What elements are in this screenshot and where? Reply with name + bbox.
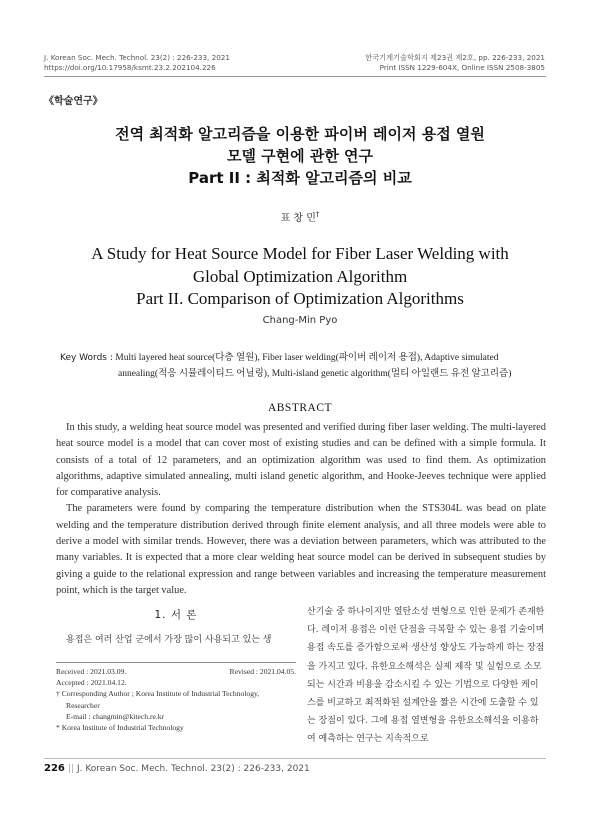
author-ko-name: 표 창 민	[280, 213, 316, 224]
author-korean	[0, 209, 600, 224]
intro-text-left: 용접은 여러 산업 군에서 가장 많이 사용되고 있는 생	[66, 635, 272, 645]
running-header-left	[44, 53, 230, 73]
author-role: Researcher	[66, 700, 100, 710]
title-en-line2: Global Optimization Algorithm	[192, 266, 408, 286]
keywords-block	[60, 350, 546, 382]
abstract-heading: ABSTRACT	[267, 402, 333, 414]
footer-separator: ||	[67, 764, 74, 774]
abstract-paragraph-2: The parameters were found by comparing the temperature distribution when the STS304L was bead on plate welding and the temperature distribution derived through finite element analysis, and all three models were able to derive a model with similar trends. However, there was a deviation between parameters, which was attributed to the many variables. It is expected that a more clear welding heat source model can be derived in subsequent studies by giving a guide to the relational expression and range between variables and increasing the temperature measurement point, which is the target value.	[56, 503, 546, 596]
abstract-paragraph-1: In this study, a welding heat source model was presented and verified during fiber laser welding. The multi-layered heat source model is a model that can cover most of existing studies and can be defined with a simple formula. It consists of a total of 12 parameters, and an optimization algorithm was used to find them. As optimization algorithms, adaptive simulated annealing, multi island genetic algorithm, and Hooke-Jeeves technique were applied for comparative analysis.	[56, 422, 546, 499]
article-notes	[56, 666, 296, 733]
author-affiliation: * Korea Institute of Industrial Technology	[56, 723, 184, 733]
title-en-line1: A Study for Heat Source Model for Fiber Laser Welding with	[91, 244, 509, 263]
doi-link[interactable]: https://doi.org/10.17958/ksmt.23.2.202104.226	[44, 63, 216, 72]
keywords-line2: annealing(적응 시뮬레이티드 어닐링), Multi-island genetic algorithm(멀티 아일랜드 유전 알고리즘)	[118, 369, 512, 379]
title-english	[0, 243, 600, 311]
header-divider	[44, 76, 546, 77]
corresponding-author: † Corresponding Author ; Korea Institute of Industrial Technology,	[56, 689, 260, 699]
title-en-line3: Part II. Comparison of Optimization Algorithms	[136, 289, 464, 308]
journal-citation-ko: 한국기계기술학회지 제23권 제2호, pp. 226-233, 2021	[365, 53, 545, 62]
abstract-body	[56, 420, 546, 599]
keywords-line1: Multi layered heat source(다층 열원), Fiber laser welding(파이버 레이저 용접), Adaptive simulated	[115, 353, 499, 363]
article-category: 《학술연구》	[44, 96, 103, 107]
intro-text-right: 산기술 중 하나이지만 열탄소성 변형으로 인한 문제가 존재한다. 레이저 용접은 이런 단점을 극복할 수 있는 용접 기술이며 용접 속도를 증가함으로써 생산성 향상도 가능하게 하는 장점을 가지고 있다. 유한요소해석은 실제 제작 및 실험으로 소모되는 시간과 비용을 감소시킬 수 있는 기법으로 다양한 케이스를 비교하고 최적화된 설계안을 짧은 시간에 도출할 수 있는 장점이 있다. 그에 용접 열변형을 유한요소해석을 이용하여 예측하는 연구는 지속적으로	[307, 607, 545, 745]
title-korean	[0, 123, 600, 189]
footer-journal: J. Korean Soc. Mech. Technol. 23(2) : 226-233, 2021	[76, 764, 310, 774]
received-date: Received : 2021.03.09.	[56, 667, 127, 676]
keywords-label: Key Words :	[60, 353, 113, 363]
title-ko-line1: 전역 최적화 알고리즘을 이용한 파이버 레이저 용접 열원	[115, 125, 485, 143]
footnote-divider	[56, 662, 296, 663]
title-ko-line2: 모델 구현에 관한 연구	[226, 147, 374, 165]
journal-citation: J. Korean Soc. Mech. Technol. 23(2) : 226-233, 2021	[44, 53, 230, 62]
issn-info: Print ISSN 1229-604X, Online ISSN 2508-3805	[379, 63, 545, 72]
corresponding-mark: †	[315, 210, 320, 219]
author-email[interactable]: E-mail : changmin@kitech.re.kr	[66, 711, 165, 721]
author-english: Chang-Min Pyo	[262, 315, 338, 326]
accepted-date: Accepted : 2021.04.12.	[56, 678, 127, 688]
running-header-right	[365, 53, 545, 73]
page-number: 226	[44, 763, 65, 774]
section-heading-introduction: 1. 서 론	[154, 609, 198, 621]
revised-date: Revised : 2021.04.05.	[229, 667, 296, 676]
page-footer	[44, 763, 310, 774]
footer-divider	[44, 758, 546, 759]
title-ko-line3: Part II : 최적화 알고리즘의 비교	[188, 169, 412, 187]
